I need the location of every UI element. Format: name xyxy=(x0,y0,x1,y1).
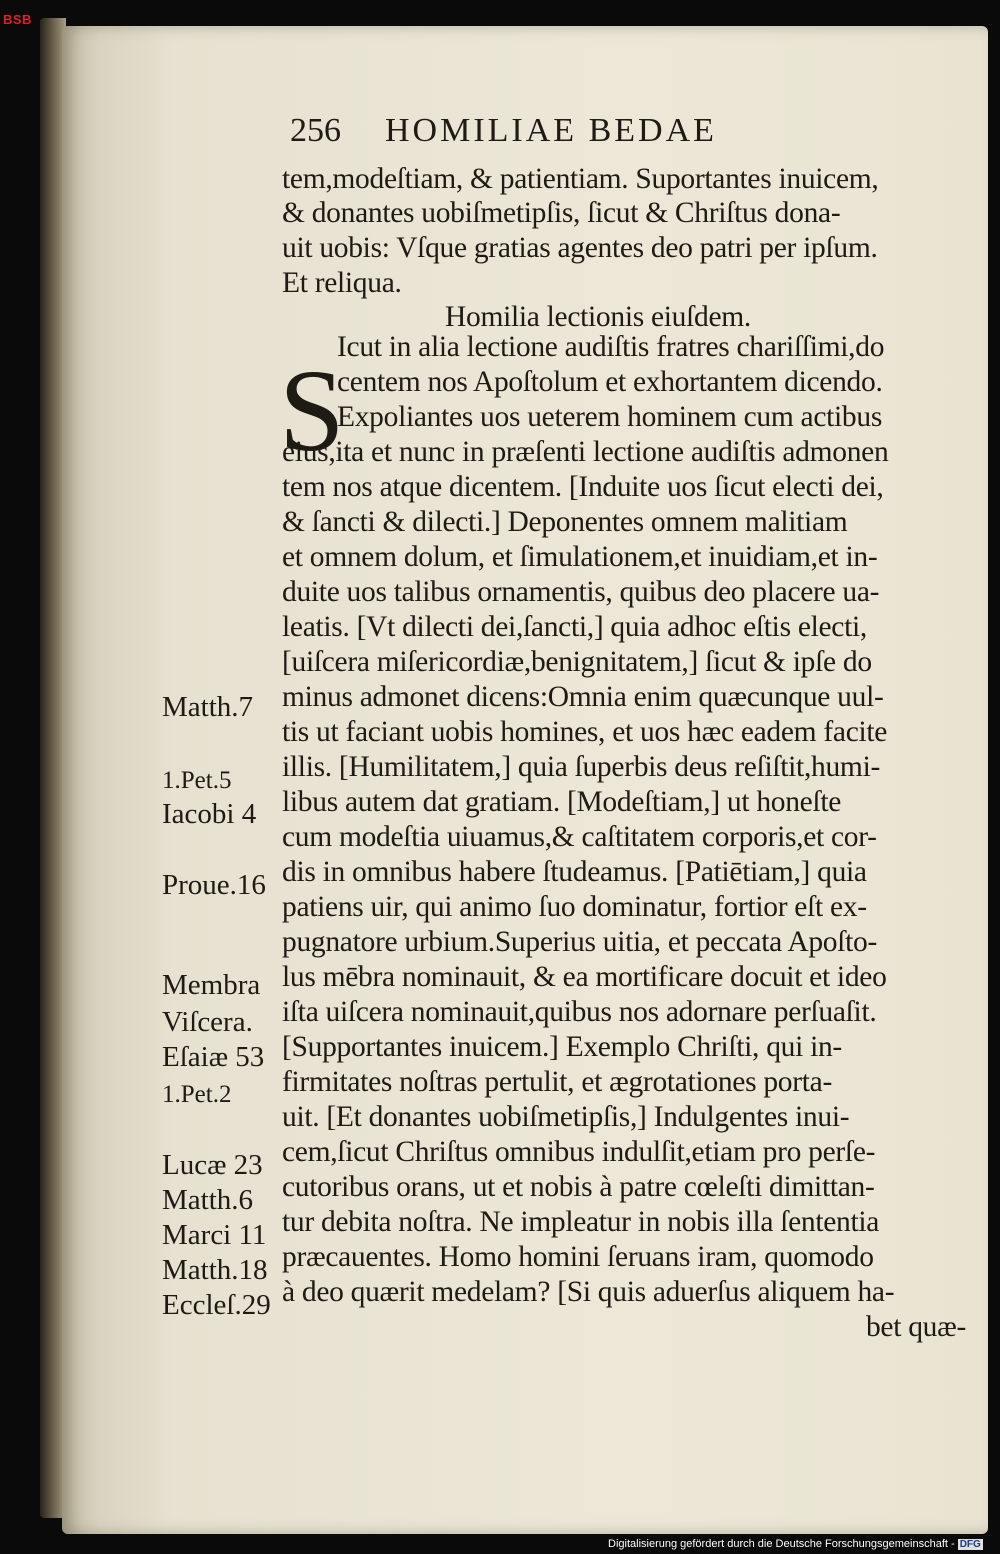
text-line: cum modeſtia uiuamus,& caſtitatem corporis,et cor- xyxy=(282,821,877,853)
text-line: lus mēbra nominauit, & ea mortificare docuit et ideo xyxy=(282,961,887,993)
marginal-note: Iacobi 4 xyxy=(162,798,257,830)
text-line: uit uobis: Vſque gratias agentes deo patri per ipſum. xyxy=(282,232,878,264)
text-line: & ſancti & dilecti.] Deponentes omnem malitiam xyxy=(282,506,848,538)
text-line: iſta uiſcera nominauit,quibus nos adornare perſuaſit. xyxy=(282,996,877,1028)
running-title: HOMILIAE BEDAE xyxy=(385,112,717,149)
marginal-note: Eſaiæ 53 xyxy=(162,1041,265,1073)
text-line: pugnatore urbium.Superius uitia, et peccata Apoſto- xyxy=(282,926,878,958)
text-line: duite uos talibus ornamentis, quibus deo placere ua- xyxy=(282,576,880,608)
marginal-note: Marci 11 xyxy=(162,1219,267,1251)
marginal-note: Matth.7 xyxy=(162,691,254,723)
marginal-note: Membra xyxy=(162,969,261,1001)
footer-text: Digitalisierung gefördert durch die Deutsche Forschungsgemeinschaft - xyxy=(608,1538,955,1550)
text-line: illis. [Humilitatem,] quia ſuperbis deus reſiſtit,humi- xyxy=(282,751,880,783)
text-line: uit. [Et donantes uobiſmetipſis,] Indulgentes inui- xyxy=(282,1101,850,1133)
marginal-note: Viſcera. xyxy=(162,1006,253,1038)
marginal-note: Lucæ 23 xyxy=(162,1149,263,1181)
text-line: centem nos Apoſtolum et exhortantem dicendo. xyxy=(337,366,883,398)
text-line: Expoliantes uos ueterem hominem cum actibus xyxy=(337,401,883,433)
text-line: leatis. [Vt dilecti dei,ſancti,] quia adhoc eſtis electi, xyxy=(282,611,867,643)
dfg-badge: DFG xyxy=(959,1539,981,1550)
text-line: [uiſcera miſericordiæ,benignitatem,] ſicut & ipſe do xyxy=(282,646,872,678)
text-line: tem nos atque dicentem. [Induite uos ſicut electi dei, xyxy=(282,471,884,503)
text-line: Et reliqua. xyxy=(282,267,402,299)
marginal-note: Eccleſ.29 xyxy=(162,1289,271,1321)
text-line: patiens uir, qui animo ſuo dominatur, fortior eſt ex- xyxy=(282,891,867,923)
text-line: Icut in alia lectione audiſtis fratres chariſſimi,do xyxy=(337,331,885,363)
library-logo: BSB xyxy=(3,12,32,27)
drop-cap: S xyxy=(279,345,345,476)
text-line: et omnem dolum, et ſimulationem,et inuidiam,et in- xyxy=(282,541,878,573)
text-line: tem,modeſtiam, & patientiam. Suportantes inuicem, xyxy=(282,163,879,195)
homily-heading: Homilia lectionis eiuſdem. xyxy=(445,301,751,333)
text-line: libus autem dat gratiam. [Modeſtiam,] ut honeſte xyxy=(282,786,842,818)
marginal-note: Matth.6 xyxy=(162,1184,254,1216)
text-line: & donantes uobiſmetipſis, ſicut & Chriſtus dona- xyxy=(282,197,841,229)
marginal-note: Proue.16 xyxy=(162,869,266,901)
text-line: præcauentes. Homo homini ſeruans iram, quomodo xyxy=(282,1241,874,1273)
text-line: cutoribus orans, ut et nobis à patre cœleſti dimittan- xyxy=(282,1171,875,1203)
page-number: 256 xyxy=(290,112,341,149)
text-line: dis in omnibus habere ſtudeamus. [Patiētiam,] quia xyxy=(282,856,867,888)
text-line: eius,ita et nunc in præſenti lectione audiſtis admonen xyxy=(282,436,889,468)
text-line: [Supportantes inuicem.] Exemplo Chriſti, qui in- xyxy=(282,1031,842,1063)
text-line: tis ut faciant uobis homines, et uos hæc eadem facite xyxy=(282,716,888,748)
page-header xyxy=(290,112,717,150)
text-line: cem,ſicut Chriſtus omnibus indulſit,etiam pro perſe- xyxy=(282,1136,876,1168)
marginal-note: Matth.18 xyxy=(162,1254,268,1286)
catchword: bet quæ- xyxy=(865,1311,966,1343)
text-line: minus admonet dicens:Omnia enim quæcunque uul- xyxy=(282,681,884,713)
text-line: firmitates noſtras pertulit, et ægrotationes porta- xyxy=(282,1066,832,1098)
text-line: tur debita noſtra. Ne impleatur in nobis illa ſententia xyxy=(282,1206,880,1238)
marginal-note: 1.Pet.5 xyxy=(162,767,232,794)
text-line: à deo quærit medelam? [Si quis aduerſus aliquem ha- xyxy=(282,1276,895,1308)
marginal-note: 1.Pet.2 xyxy=(162,1081,232,1108)
funding-footer xyxy=(608,1538,983,1550)
